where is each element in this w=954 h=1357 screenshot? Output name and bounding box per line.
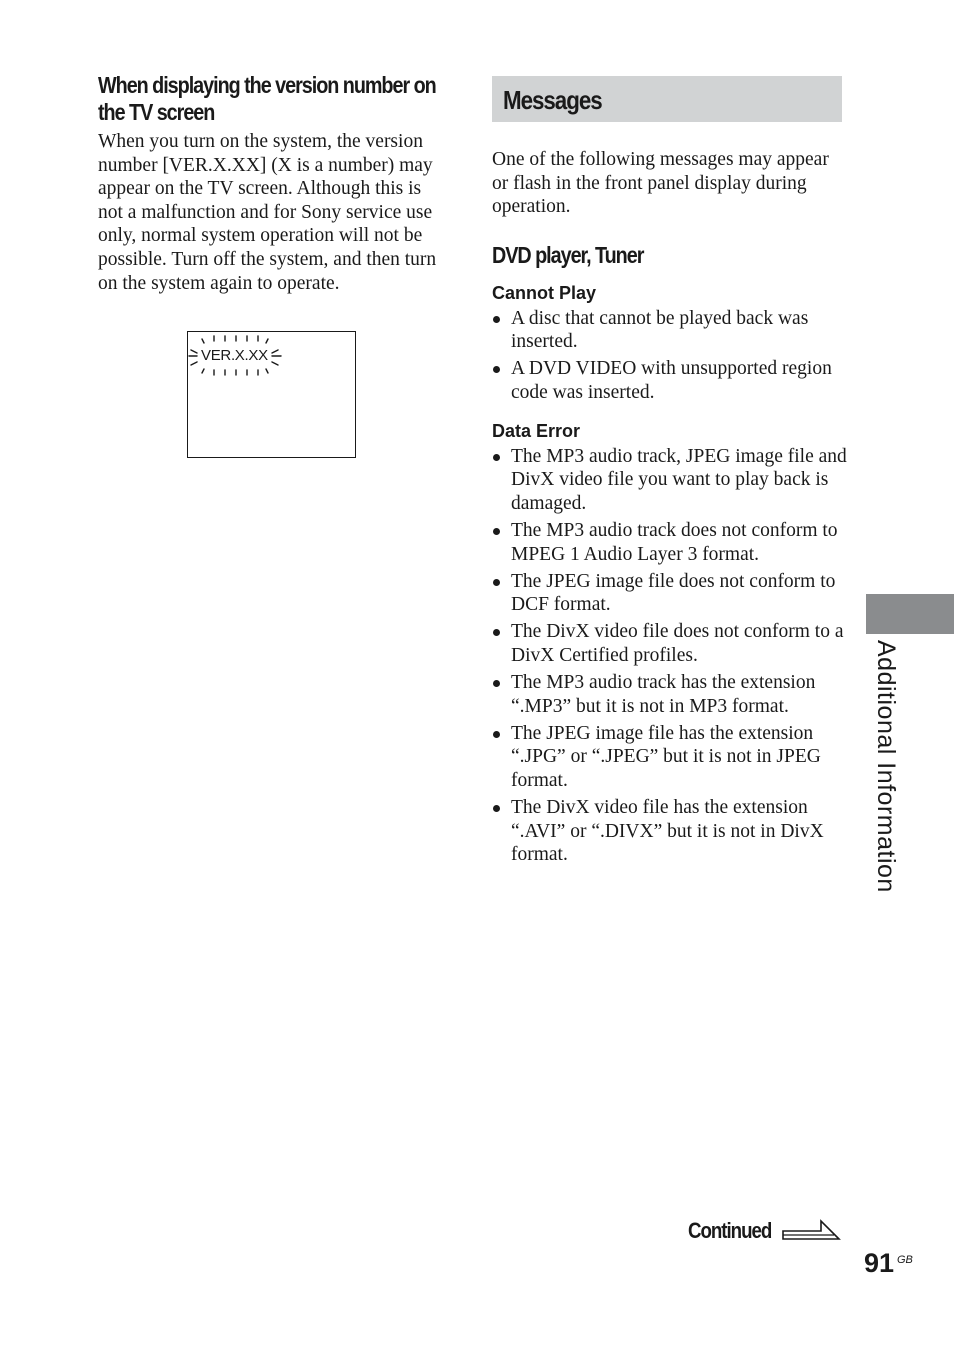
list-item-text: The MP3 audio track has the extension “.MP3” but it is not in MP3 format. (511, 672, 816, 717)
list-item (492, 445, 847, 516)
cannot-play-list (492, 307, 847, 405)
messages-section-bar (492, 76, 842, 122)
list-item-text: The DivX video file has the extension “.AVI” or “.DIVX” but it is not in DivX format. (511, 796, 824, 866)
list-item (492, 796, 847, 867)
bullet-icon (493, 680, 500, 687)
bullet-icon (493, 528, 500, 535)
section-tab-label: Additional Information (872, 640, 900, 893)
bullet-icon (493, 731, 500, 738)
list-item (492, 570, 847, 617)
page-number: 91 (864, 1248, 895, 1278)
tv-version-text: VER.X.XX (201, 347, 268, 364)
list-item (492, 620, 847, 667)
list-item-text: The MP3 audio track, JPEG image file and DivX video file you want to play back is damaged. (511, 445, 847, 514)
list-item-text: The DivX video file does not conform to a DivX Certified profiles. (511, 621, 844, 666)
left-column (98, 72, 443, 295)
section-tab-label-wrap (866, 640, 906, 910)
dvd-tuner-heading: DVD player, Tuner (492, 241, 644, 268)
list-item (492, 671, 847, 718)
right-column (492, 76, 847, 870)
bullet-icon (493, 579, 500, 586)
list-item-text: The JPEG image file has the extension “.JPG” or “.JPEG” but it is not in JPEG format. (511, 722, 821, 791)
list-item-text: The JPEG image file does not conform to DCF format. (511, 570, 836, 616)
bullet-icon (493, 454, 500, 461)
data-error-heading: Data Error (492, 420, 581, 441)
page-region-suffix: GB (897, 1254, 913, 1266)
list-item (492, 357, 847, 404)
list-item (492, 722, 847, 793)
data-error-list (492, 445, 847, 867)
list-item-text: A disc that cannot be played back was inserted. (511, 307, 809, 353)
list-item (492, 307, 847, 354)
list-item-text: A DVD VIDEO with unsupported region code was inserted. (511, 358, 832, 404)
list-item (492, 519, 847, 566)
bullet-icon (493, 805, 500, 812)
bullet-icon (493, 366, 500, 373)
continued-arrow-icon (782, 1219, 842, 1241)
list-item-text: The MP3 audio track does not conform to MPEG 1 Audio Layer 3 format. (511, 519, 838, 565)
version-number-heading: When displaying the version number on the TV screen (98, 72, 436, 125)
tv-screen-illustration (187, 331, 356, 458)
messages-title: Messages (503, 85, 602, 115)
section-tab-marker (866, 594, 954, 634)
bullet-icon (493, 629, 500, 636)
bullet-icon (493, 316, 500, 323)
cannot-play-heading: Cannot Play (492, 282, 597, 303)
version-number-paragraph: When you turn on the system, the version number [VER.X.XX] (X is a number) may appear on the TV screen. Although this is not a malfunction and for Sony service use only, normal system operation will not be possible. Turn off the system, and then turn on the system again to operate. (98, 131, 437, 294)
messages-intro: One of the following messages may appear or flash in the front panel display during operation. (492, 149, 829, 218)
continued-label: Continued (688, 1218, 772, 1243)
